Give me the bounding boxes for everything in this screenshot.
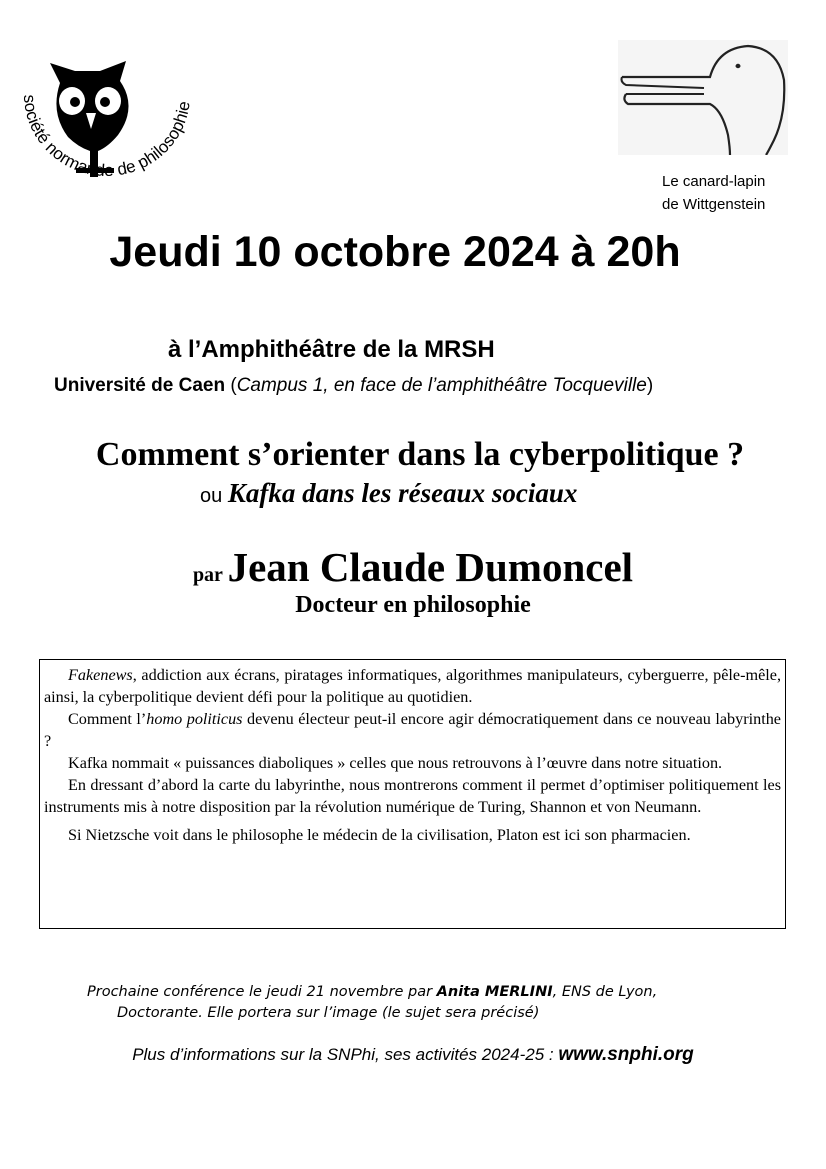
- next-line-1-start: Prochaine conférence le jeudi 21 novembre par: [87, 984, 437, 1000]
- illustration-caption: [662, 170, 765, 216]
- caption-line-2: de Wittgenstein: [662, 196, 766, 213]
- event-location: [54, 375, 653, 397]
- next-speaker-name: Anita MERLINI: [436, 984, 553, 1000]
- abstract-paragraph-3: Kafka nommait « puissances diaboliques » celles que nous retrouvons à l’œuvre dans notre situation.: [68, 754, 723, 772]
- next-line-1: [87, 982, 767, 1003]
- paren-close: ): [646, 375, 654, 396]
- event-venue: à l’Amphithéâtre de la MRSH: [168, 336, 495, 363]
- abstract-box: [39, 659, 786, 929]
- event-date: Jeudi 10 octobre 2024 à 20h: [109, 228, 681, 276]
- next-line-1-end: , ENS de Lyon,: [552, 984, 658, 1000]
- duck-rabbit-illustration: [618, 40, 788, 155]
- info-text: Plus d’informations sur la SNPhi, ses activités 2024-25 :: [132, 1045, 559, 1064]
- speaker-name: Jean Claude Dumoncel: [227, 544, 634, 590]
- subtitle-text: Kafka dans les réseaux sociaux: [227, 478, 578, 508]
- abstract-paragraph-5: Si Nietzsche voit dans le philosophe le médecin de la civilisation, Platon est ici son pharmacien.: [68, 826, 691, 844]
- abstract-paragraph-1: [44, 664, 781, 708]
- website-link[interactable]: www.snphi.org: [558, 1044, 694, 1065]
- location-detail: Campus 1, en face de l’amphithéâtre Tocqueville: [236, 375, 647, 396]
- paren-open: (: [225, 375, 237, 396]
- abstract-p2-start: Comment l’: [68, 710, 147, 728]
- more-info: [0, 1044, 826, 1066]
- next-line-2: Doctorante. Elle portera sur l’image (le sujet sera précisé): [117, 1005, 540, 1021]
- abstract-paragraph-4: En dressant d’abord la carte du labyrinthe, nous montrerons comment il permet d’optimiser politiquement les instruments mis à notre disposition par la révolution numérique de Turing, Shannon et von Neumann.: [44, 776, 781, 816]
- abstract-p2-text: devenu électeur peut-il encore agir démocratiquement dans ce nouveau labyrinthe ?: [44, 710, 781, 750]
- abstract-p1-text: , addiction aux écrans, piratages informatiques, algorithmes manipulateurs, cyberguerre, pêle-mêle, ainsi, la cyberpolitique devient défi pour la politique au quotidien.: [44, 666, 781, 706]
- caption-line-1: Le canard-lapin: [662, 173, 766, 190]
- subtitle-prefix: ou: [200, 485, 228, 507]
- speaker-line: [0, 543, 826, 591]
- speaker-prefix: par: [192, 564, 228, 586]
- society-name: société normande de philosophie: [19, 94, 194, 181]
- homo-politicus-term: homo politicus: [146, 710, 243, 728]
- next-conference: [87, 982, 767, 1024]
- university-name: Université de Caen: [54, 375, 226, 396]
- talk-title: Comment s’orienter dans la cyberpolitique ?: [95, 436, 745, 473]
- talk-subtitle: [200, 478, 577, 509]
- fakenews-term: Fakenews: [68, 666, 133, 684]
- duck-rabbit-icon: [618, 40, 788, 155]
- owl-logo-icon: [10, 55, 200, 205]
- society-logo: [10, 55, 200, 205]
- speaker-role: Docteur en philosophie: [295, 592, 531, 618]
- abstract-paragraph-2: [44, 708, 781, 752]
